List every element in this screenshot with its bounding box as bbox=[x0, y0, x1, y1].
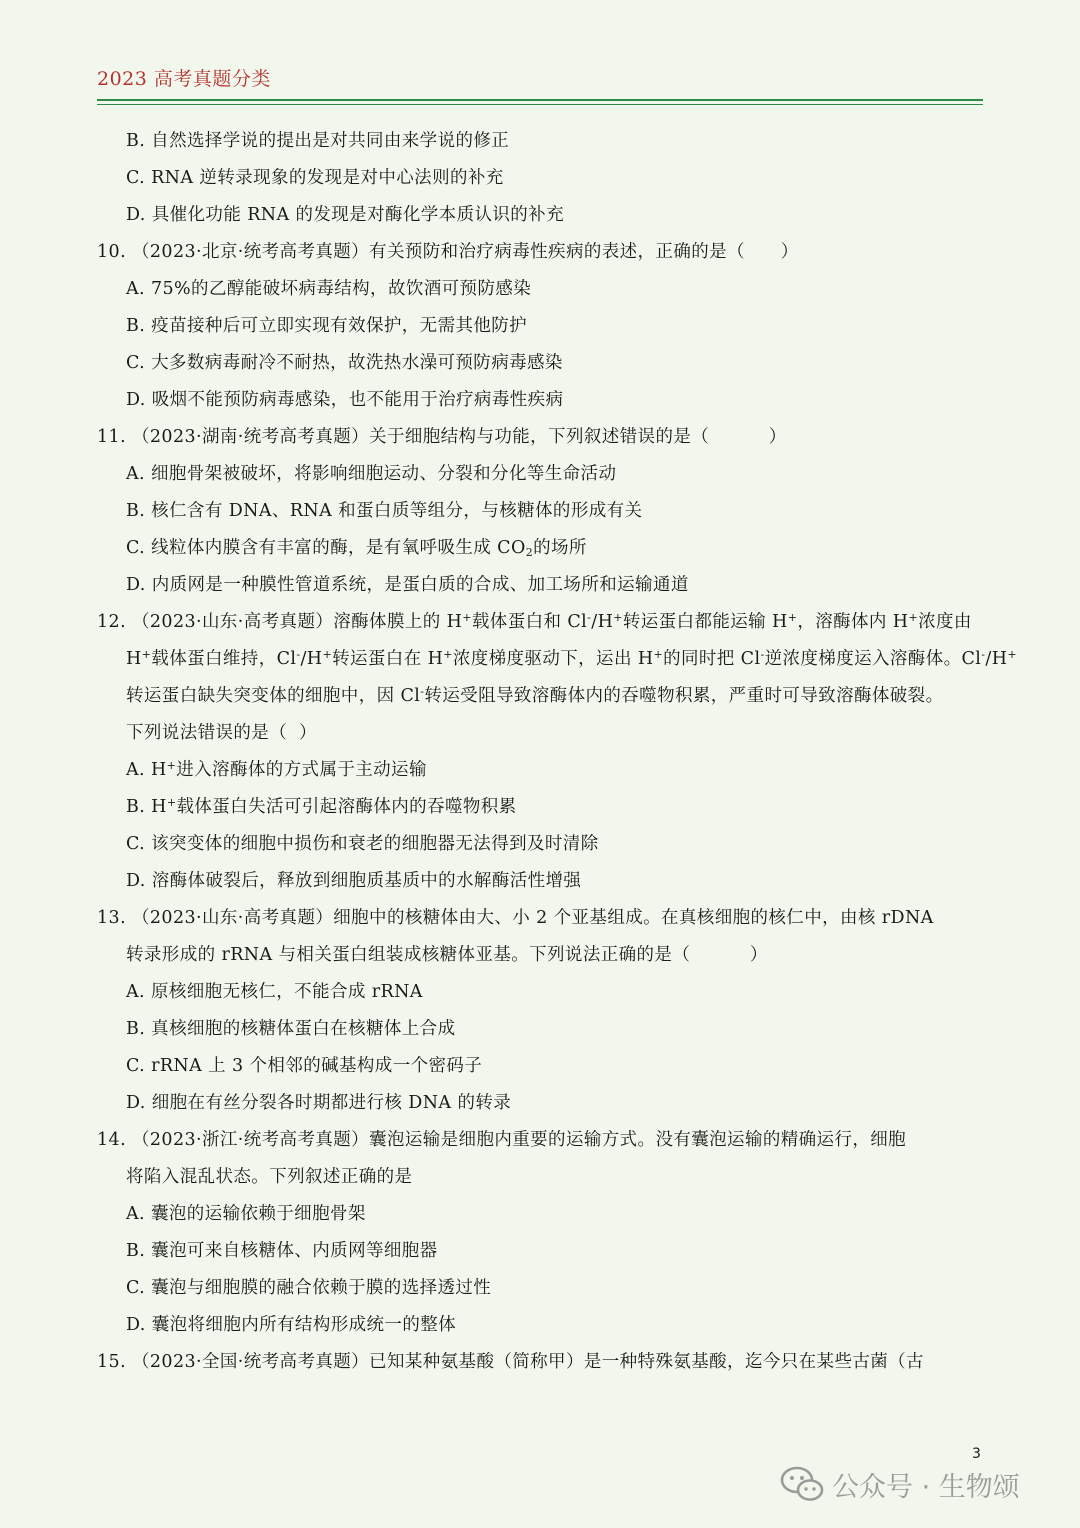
text-line: C. 该突变体的细胞中损伤和衰老的细胞器无法得到及时清除 bbox=[126, 834, 599, 854]
text-line: B. 囊泡可来自核糖体、内质网等细胞器 bbox=[126, 1241, 438, 1261]
text-line: A. 75%的乙醇能破坏病毒结构，故饮酒可预防感染 bbox=[126, 279, 532, 299]
header-rule-thin bbox=[97, 104, 983, 105]
text-line: A. 细胞骨架被破坏，将影响细胞运动、分裂和分化等生命活动 bbox=[126, 464, 617, 484]
text-line: A. 原核细胞无核仁，不能合成 rRNA bbox=[126, 982, 423, 1002]
wechat-icon bbox=[780, 1464, 824, 1504]
text-line: D. 囊泡将细胞内所有结构形成统一的整体 bbox=[126, 1315, 457, 1335]
text-line: B. 疫苗接种后可立即实现有效保护，无需其他防护 bbox=[126, 316, 528, 336]
text-line: B. 核仁含有 DNA、RNA 和蛋白质等组分，与核糖体的形成有关 bbox=[126, 501, 643, 521]
watermark-text: 公众号 · 生物颂 bbox=[832, 1471, 1020, 1503]
text-line: H+载体蛋白维持，Cl-/H+转运蛋白在 H+浓度梯度驱动下，运出 H+的同时把 Cl-逆浓度梯度运入溶酶体。Cl-/H+ bbox=[126, 648, 1017, 669]
question-stem-line: 13. （2023·山东·高考真题）细胞中的核糖体由大、小 2 个亚基组成。在真核细胞的核仁中，由核 rDNA bbox=[97, 908, 934, 928]
question-stem-line: 12. （2023·山东·高考真题）溶酶体膜上的 H+载体蛋白和 Cl-/H+转运蛋白都能运输 H+，溶酶体内 H+浓度由 bbox=[97, 611, 972, 632]
question-stem-line: 14. （2023·浙江·统考高考真题）囊泡运输是细胞内重要的运输方式。没有囊泡运输的精确运行，细胞 bbox=[97, 1130, 907, 1150]
page-number: 3 bbox=[972, 1446, 981, 1462]
text-line: C. 线粒体内膜含有丰富的酶，是有氧呼吸生成 $CO_2$的场所 bbox=[126, 538, 587, 559]
text-line: A. H+进入溶酶体的方式属于主动运输 bbox=[126, 759, 427, 780]
text-line: D. 吸烟不能预防病毒感染，也不能用于治疗病毒性疾病 bbox=[126, 390, 564, 410]
header-rule-thick bbox=[97, 99, 983, 101]
text-line: A. 囊泡的运输依赖于细胞骨架 bbox=[126, 1204, 366, 1224]
question-stem-line: 11. （2023·湖南·统考高考真题）关于细胞结构与功能，下列叙述错误的是（ ） bbox=[97, 427, 787, 447]
text-line: C. 大多数病毒耐冷不耐热，故洗热水澡可预防病毒感染 bbox=[126, 353, 563, 373]
text-line: D. 溶酶体破裂后，释放到细胞质基质中的水解酶活性增强 bbox=[126, 871, 582, 891]
page-header-title: 2023 高考真题分类 bbox=[97, 68, 271, 90]
text-line: B. H+载体蛋白失活可引起溶酶体内的吞噬物积累 bbox=[126, 796, 517, 817]
watermark bbox=[780, 1462, 1020, 1506]
text-line: 转录形成的 rRNA 与相关蛋白组装成核糖体亚基。下列说法正确的是（ ） bbox=[126, 945, 768, 965]
text-line: B. 自然选择学说的提出是对共同由来学说的修正 bbox=[126, 131, 510, 151]
text-line: D. 细胞在有丝分裂各时期都进行核 DNA 的转录 bbox=[126, 1093, 512, 1113]
question-stem-line: 10. （2023·北京·统考高考真题）有关预防和治疗病毒性疾病的表述，正确的是（ ） bbox=[97, 242, 799, 262]
text-line: C. 囊泡与细胞膜的融合依赖于膜的选择透过性 bbox=[126, 1278, 492, 1298]
text-line: D. 内质网是一种膜性管道系统，是蛋白质的合成、加工场所和运输通道 bbox=[126, 575, 689, 595]
text-line: B. 真核细胞的核糖体蛋白在核糖体上合成 bbox=[126, 1019, 456, 1039]
text-line: 将陷入混乱状态。下列叙述正确的是 bbox=[126, 1167, 413, 1187]
text-line: 下列说法错误的是（ ） bbox=[126, 723, 317, 743]
text-line: C. RNA 逆转录现象的发现是对中心法则的补充 bbox=[126, 168, 504, 188]
text-line: C. rRNA 上 3 个相邻的碱基构成一个密码子 bbox=[126, 1056, 483, 1076]
text-line: 转运蛋白缺失突变体的细胞中，因 Cl-转运受阻导致溶酶体内的吞噬物积累，严重时可导致溶酶体破裂。 bbox=[126, 685, 944, 706]
text-line: D. 具催化功能 RNA 的发现是对酶化学本质认识的补充 bbox=[126, 205, 564, 225]
question-stem-line: 15. （2023·全国·统考高考真题）已知某种氨基酸（简称甲）是一种特殊氨基酸，迄今只在某些古菌（古 bbox=[97, 1352, 924, 1372]
